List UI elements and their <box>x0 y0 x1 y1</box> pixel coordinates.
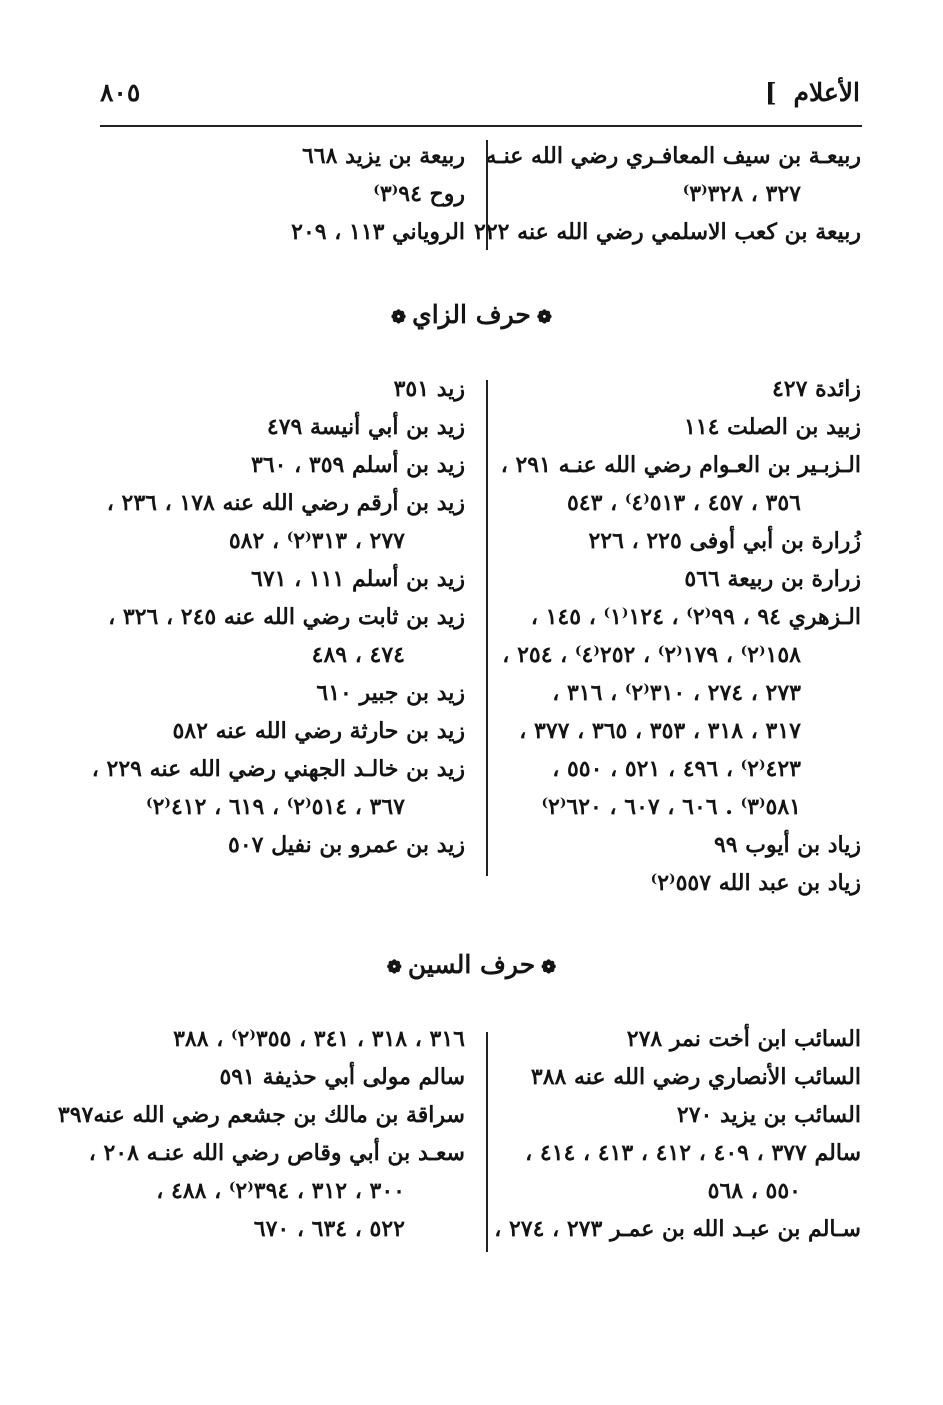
index-entry-line: زيد بن عمرو بن نفيل ٥٠٧ <box>228 832 465 858</box>
index-entry-line: ٣٥٦ ، ٤٥٧ ، ٥١٣⁽٤⁾ ، ٥٤٣ <box>566 490 801 516</box>
index-entry-line: زبيد بن الصلت ١١٤ <box>683 414 861 440</box>
index-entry-line: ربيعـة بن سيف المعافـري رضي الله عنـه <box>485 143 861 169</box>
heading-ornament-close: ❁ <box>391 307 407 328</box>
index-entry-line: زيد ٣٥١ <box>393 376 465 402</box>
index-entry-line: سالم ٣٧٧ ، ٤٠٩ ، ٤١٢ ، ٤١٣ ، ٤١٤ ، <box>525 1140 861 1166</box>
index-entry-line: زرارة بن ربيعة ٥٦٦ <box>684 566 861 592</box>
index-entry-line: ٥٥٠ ، ٥٦٨ <box>707 1178 801 1204</box>
index-entry-line: السائب بن يزيد ٢٧٠ <box>676 1102 861 1128</box>
index-entry-line: ٢٧٣ ، ٢٧٤ ، ٣١٠⁽٢⁾ ، ٣١٦ ، <box>552 680 801 706</box>
index-entry-line: ٣١٧ ، ٣١٨ ، ٣٥٣ ، ٣٦٥ ، ٣٧٧ ، <box>519 718 801 744</box>
index-entry-line: ٤٢٣⁽٢⁾ ، ٤٩٦ ، ٥٢١ ، ٥٥٠ ، <box>552 756 801 782</box>
index-entry-line: زُرارة بن أبي أوفى ٢٢٥ ، ٢٢٦ <box>588 528 861 554</box>
heading-ornament-open: ❁ <box>541 957 557 978</box>
heading-ornament-close: ❁ <box>386 957 402 978</box>
block1-right-column <box>473 137 861 251</box>
sin-column-divider <box>486 1032 488 1252</box>
index-entry-line: ٣١٦ ، ٣١٨ ، ٣٤١ ، ٣٥٥⁽٢⁾ ، ٣٨٨ <box>173 1026 465 1052</box>
index-entry-line: سالم مولى أبي حذيفة ٥٩١ <box>219 1064 465 1090</box>
index-entry-line: الـزهري ٩٤ ، ٩٩⁽٢⁾ ، ١٢٤⁽١⁾ ، ١٤٥ ، <box>530 604 861 630</box>
header-bracket: ] <box>764 78 777 107</box>
sin-right-column <box>469 1020 861 1248</box>
index-entry-line: السائب ابن أخت نمر ٢٧٨ <box>626 1026 861 1052</box>
index-entry-line: ٣٠٠ ، ٣١٢ ، ٣٩٤⁽٢⁾ ، ٤٨٨ ، <box>156 1178 405 1204</box>
index-entry-line: زائدة ٤٢٧ <box>771 376 861 402</box>
index-entry-line: روح ٩٤⁽٣⁾ <box>373 181 465 207</box>
index-entry-line: زيد بن ثابت رضي الله عنه ٢٤٥ ، ٣٢٦ ، <box>108 604 465 630</box>
block1-column-divider <box>486 140 488 250</box>
block1-left-column <box>95 137 465 251</box>
index-entry-line: زياد بن عبد الله ٥٥٧⁽٢⁾ <box>650 870 861 896</box>
index-entry-line: السائب الأنصاري رضي الله عنه ٣٨٨ <box>530 1064 861 1090</box>
index-entry-line: زيد بن أسلم ١١١ ، ٦٧١ <box>251 566 465 592</box>
index-entry-line: سراقة بن مالك بن جشعم رضي الله عنه٣٩٧ <box>57 1102 465 1128</box>
header-title-group <box>765 78 860 107</box>
index-entry-line: زيد بن أرقم رضي الله عنه ١٧٨ ، ٢٣٦ ، <box>106 490 465 516</box>
header-rule <box>100 125 862 127</box>
section-heading-sin <box>0 950 943 979</box>
index-entry-line: زيد بن حارثة رضي الله عنه ٥٨٢ <box>172 718 465 744</box>
index-entry-line: زياد بن أيوب ٩٩ <box>713 832 861 858</box>
index-entry-line: ٤٧٤ ، ٤٨٩ <box>311 642 405 668</box>
section-heading-zay-text: حرف الزاي <box>412 300 531 329</box>
index-entry-line: ٥٨١⁽٣⁾ . ٦٠٦ ، ٦٠٧ ، ٦٢٠⁽٢⁾ <box>541 794 801 820</box>
running-header <box>100 78 860 124</box>
index-entry-line: سـالم بن عبـد الله بن عمـر ٢٧٣ ، ٢٧٤ ، <box>494 1216 861 1242</box>
index-entry-line: ١٥٨⁽٢⁾ ، ١٧٩⁽٢⁾ ، ٢٥٢⁽٤⁾ ، ٢٥٤ ، <box>502 642 801 668</box>
index-entry-line: ربيعة بن يزيد ٦٦٨ <box>301 143 465 169</box>
index-entry-line: الـزبـير بن العـوام رضي الله عنـه ٢٩١ ، <box>500 452 861 478</box>
zay-right-column <box>469 370 861 902</box>
zay-left-column <box>91 370 465 864</box>
index-entry-line: زيد بن أسلم ٣٥٩ ، ٣٦٠ <box>251 452 465 478</box>
index-entry-line: زيد بن جبير ٦١٠ <box>316 680 465 706</box>
header-title: الأعلام <box>793 78 860 107</box>
page-number: ٨٠٥ <box>100 78 141 107</box>
zay-column-divider <box>486 380 488 876</box>
index-entry-line: زيد بن خالـد الجهني رضي الله عنه ٢٢٩ ، <box>91 756 465 782</box>
sin-left-column <box>57 1020 465 1248</box>
index-entry-line: ٣٦٧ ، ٥١٤⁽٢⁾ ، ٦١٩ ، ٤١٢⁽٢⁾ <box>146 794 405 820</box>
index-entry-line: ربيعة بن كعب الاسلمي رضي الله عنه ٢٢٢ <box>474 219 861 245</box>
index-entry-line: زيد بن أبي أنيسة ٤٧٩ <box>266 414 465 440</box>
index-entry-line: ٥٢٢ ، ٦٣٤ ، ٦٧٠ <box>253 1216 405 1242</box>
heading-ornament-open: ❁ <box>536 307 552 328</box>
section-heading-zay <box>0 300 943 329</box>
index-entry-line: ٣٢٧ ، ٣٢٨⁽٣⁾ <box>682 181 801 207</box>
index-entry-line: الروياني ١١٣ ، ٢٠٩ <box>291 219 465 245</box>
section-heading-sin-text: حرف السين <box>407 950 536 979</box>
index-entry-line: سعـد بن أبي وقاص رضي الله عنـه ٢٠٨ ، <box>88 1140 465 1166</box>
index-entry-line: ٢٧٧ ، ٣١٣⁽٢⁾ ، ٥٨٢ <box>228 528 405 554</box>
